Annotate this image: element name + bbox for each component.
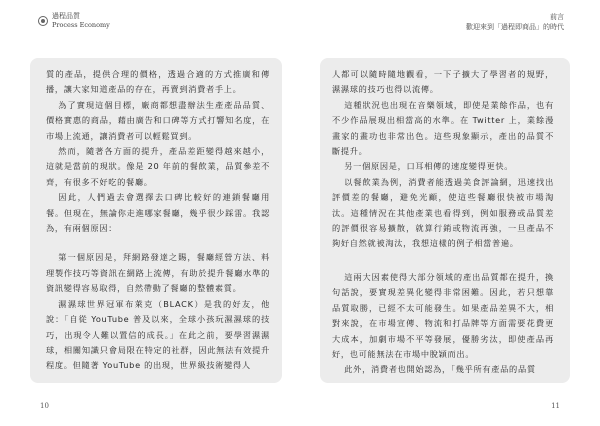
page-number: 10 (40, 402, 49, 410)
logo-subtitle: Process Economy (52, 21, 110, 29)
paragraph: 這種狀況也出現在音樂領域，即使是業餘作品，也有不少作品展現出相當高的水準。在 Twitter 上，業餘漫畫家的畫功也非常出色。這些現象顯示，產出的品質不斷提升。 (332, 99, 554, 157)
logo-icon (38, 16, 48, 26)
right-text-block (320, 58, 570, 383)
paragraph: 人都可以隨時隨地觀看，一下子擴大了學習者的規野，濕濕球的技巧也得以流傳。 (332, 69, 554, 95)
book-logo (38, 12, 110, 30)
paragraph: 以餐飲業為例，消費者能透過美食評論網，迅速找出評價差的餐廳，避免光顧，使這些餐廳很快被市場淘汰。這種情況在其他產業也看得到，例如服務或品質差的評價很容易擴散，就算行銷或物流再強，一旦產品不夠好自然就被淘汰，我想這樣的例子相當普遍。 (332, 176, 554, 249)
left-text-block (30, 58, 282, 383)
paragraph: 然而，隨著各方面的提升，產品差距變得越來越小，這就是當前的現狀。像是 20 年前的餐飲業，品質參差不齊，有很多不好吃的餐廳。 (46, 146, 270, 187)
running-header (466, 12, 564, 32)
paragraph: 第一個原因是，拜網路發達之賜，餐廳經營方法、料理製作技巧等資訊在網路上流傳，有助於提升餐廳水準的資訊變得容易取得，自然帶動了餐廳的整體素質。 (46, 252, 270, 294)
page-number: 11 (551, 402, 560, 410)
chapter-title: 歡迎來到「過程即商品」的時代 (466, 23, 564, 31)
paragraph: 濕濕球世界冠軍布萊克（BLACK）是我的好友，他說：「自從 YouTube 普及以來，全球小孩玩濕濕球的技巧，出現令人難以置信的成長。」在此之前，要學習濕濕球，相關知識只會局限在特定的社群，因此無法有效提升程度。但隨著 YouTube 的出現，世界級技術變得人 (46, 298, 270, 371)
logo-title: 過程品質 (52, 12, 80, 20)
paragraph: 因此，人們過去會選擇去口碑比較好的連鎖餐廳用餐。但現在，無論你走進哪家餐廳，幾乎很少踩雷。我認為，有兩個原因： (46, 192, 270, 234)
right-page (300, 0, 600, 426)
paragraph: 此外，消費者也開始認為，「幾乎所有產品的品質 (344, 364, 536, 375)
paragraph: 這兩大因素使得大部分領域的產出品質都在提升，換句話說，要實現差異化變得非常困難。因此，若只想靠品質取勝，已經不太可能發生。如果產品差異不大，相對來說，在市場宣傳、物流和打品牌等方面需要花費更大成本，加劇市場不平等發展，優勝劣汰，即使產品再好，也可能無法在市場中脫穎而出。 (332, 271, 554, 359)
chapter-label: 前言 (550, 13, 564, 21)
paragraph: 為了實現這個目標，廠商都想盡辦法生產產品品質、價格實惠的商品，藉由廣告和口碑等方式打響知名度，在市場上流通，讓消費者可以輕鬆買到。 (46, 99, 270, 141)
paragraph: 另一個原因是，口耳相傳的速度變得更快。 (344, 161, 514, 172)
paragraph: 質的產品，提供合理的價格，透過合適的方式推廣和傳播，讓大家知道產品的存在，再賣到消費者手上。 (46, 69, 270, 95)
